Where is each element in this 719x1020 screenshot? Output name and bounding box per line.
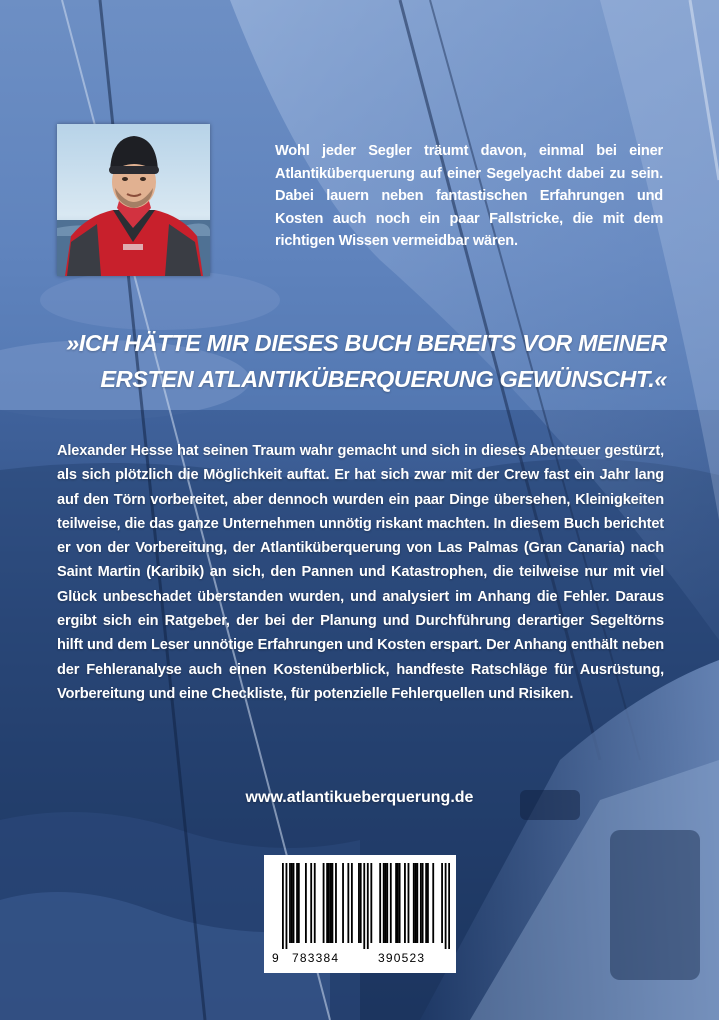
barcode-bar	[326, 863, 328, 943]
barcode-bar	[298, 863, 300, 943]
barcode-bar	[422, 863, 424, 943]
barcode-bar	[351, 863, 353, 943]
barcode-bar	[330, 863, 332, 943]
barcode-bar	[408, 863, 410, 943]
author-portrait-image	[57, 124, 210, 276]
book-description: Alexander Hesse hat seinen Traum wahr gemacht und sich in dieses Abenteuer gestürzt, als sich plötzlich die Möglichkeit auftat. Er hat sich zwar mit der Crew fast ein Jahr lang auf den Törn vorbereitet, aber dennoch wurden ein paar Dinge übersehen, Kleinigkeiten teilweise, die das ganze Unternehmen unnötig riskant machten. In diesem Buch berichtet er von der Vorbereitung, der Atlantiküberquerung von Las Palmas (Gran Canaria) nach Saint Martin (Karibik) an sich, den Pannen und Katastrophen, die teilweise nur mit viel Glück unbeschadet überstanden wurden, und analysiert im Anhang die Fehler. Daraus ergibt sich ein Ratgeber, der bei der Planung und Durchführung derartiger Segeltörns hilft und dem Leser unnötige Erfahrungen und Kosten erspart. Der Anhang enthält neben der Fehleranalyse auch einen Kostenüberblick, handfeste Ratschläge für Ausrüstung, Vorbereitung und eine Checkliste, für potenzielle Fehlerquellen und Risiken.	[57, 443, 664, 702]
barcode-bar	[363, 863, 365, 949]
isbn-digits	[270, 951, 450, 967]
isbn-left-group: 783384	[292, 951, 340, 965]
author-photo	[57, 124, 210, 276]
barcode-bar	[432, 863, 434, 943]
barcode-bar	[404, 863, 406, 943]
barcode-bar	[399, 863, 401, 943]
barcode-bar	[395, 863, 397, 943]
barcode-bar	[293, 863, 295, 943]
isbn-barcode	[264, 855, 456, 973]
quote-line-2: ERSTEN ATLANTIKÜBERQUERUNG GEWÜNSCHT.«	[100, 366, 667, 392]
barcode-bar	[416, 863, 418, 943]
barcode-bar	[386, 863, 388, 943]
barcode-bars	[270, 863, 450, 949]
barcode-bar	[367, 863, 369, 949]
barcode-bar	[296, 863, 298, 943]
barcode-bar	[370, 863, 372, 943]
barcode-bar	[397, 863, 399, 943]
barcode-bar	[427, 863, 429, 943]
barcode-bar	[420, 863, 422, 943]
barcode-bar	[342, 863, 344, 943]
barcode-bar	[360, 863, 362, 943]
barcode-bar	[413, 863, 415, 943]
testimonial-quote	[27, 325, 667, 397]
barcode-bar	[385, 863, 387, 943]
barcode-bar	[289, 863, 291, 943]
barcode-bar	[332, 863, 334, 943]
barcode-bar	[445, 863, 447, 949]
barcode-bar	[441, 863, 443, 943]
barcode-bar	[335, 863, 337, 943]
isbn-first-digit: 9	[272, 951, 279, 965]
barcode-bar	[448, 863, 450, 949]
isbn-right-group: 390523	[378, 951, 426, 965]
barcode-bar	[282, 863, 284, 949]
barcode-bar	[291, 863, 293, 943]
barcode-bar	[383, 863, 385, 943]
intro-text: Wohl jeder Segler träumt davon, einmal bei einer Atlantiküberquerung auf einer Segelyacht dabei zu sein. Dabei lauern neben fantastischen Erfahrungen und Kosten auch noch ein paar Fallstricke, die mit dem richtigen Wissen vermeidbar wären.	[275, 143, 663, 249]
barcode-bar	[286, 863, 288, 949]
barcode-bar	[425, 863, 427, 943]
barcode-bar	[415, 863, 417, 943]
barcode-bar	[358, 863, 360, 943]
barcode-bar	[323, 863, 325, 943]
barcode-bar	[379, 863, 381, 943]
barcode-bar	[314, 863, 316, 943]
barcode-bar	[305, 863, 307, 943]
quote-line-1: »ICH HÄTTE MIR DIESES BUCH BEREITS VOR MEINER	[66, 330, 667, 356]
barcode-bar	[347, 863, 349, 943]
barcode-bar	[310, 863, 312, 943]
barcode-bar	[328, 863, 330, 943]
website-link[interactable]: www.atlantikueberquerung.de	[245, 789, 474, 806]
barcode-bar	[390, 863, 392, 943]
